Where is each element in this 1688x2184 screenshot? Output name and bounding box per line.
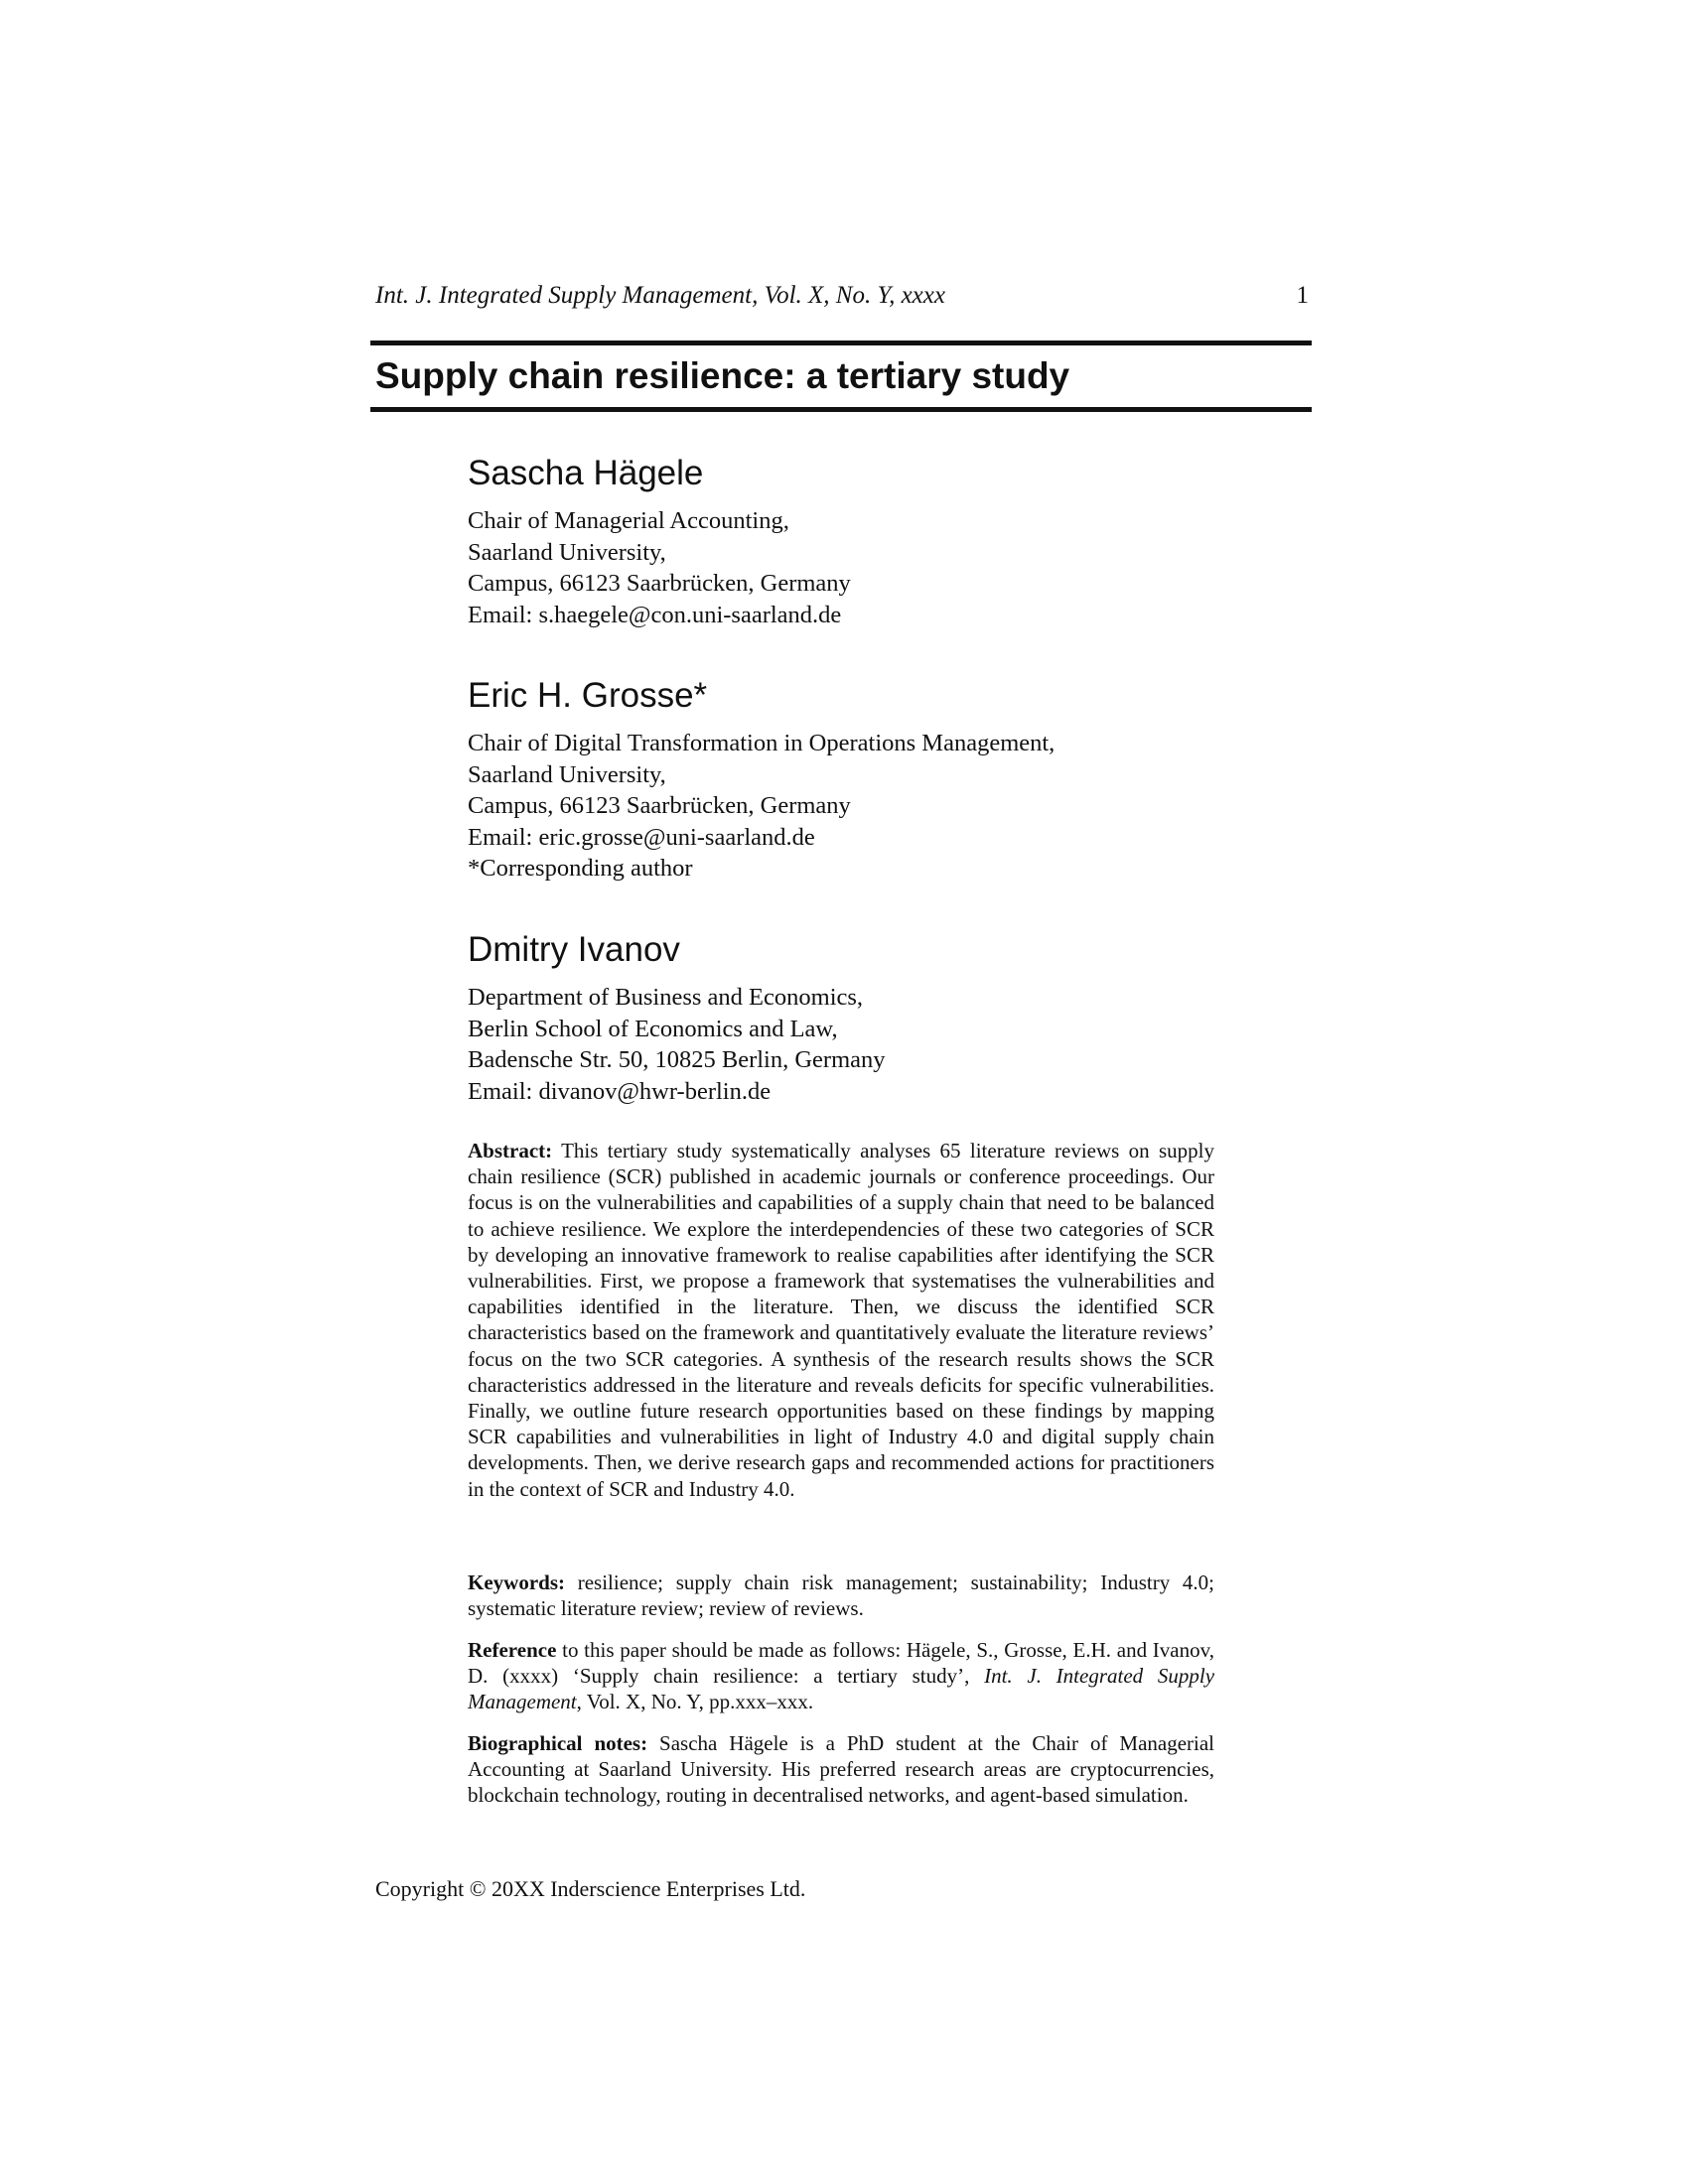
reference xyxy=(468,1637,1214,1715)
author-name: Eric H. Grosse* xyxy=(468,676,708,715)
affiliation-line: Campus, 66123 Saarbrücken, Germany xyxy=(468,570,851,597)
running-head xyxy=(375,279,1309,313)
bio-label: Biographical notes: xyxy=(468,1731,648,1755)
abstract-text: This tertiary study systematically analyses 65 literature reviews on supply chain resilience (SCR) published in academic journals or conference proceedings. Our focus is on the vulnerabilities and capabilities of a supply chain that need to be balanced to achieve resilience. We explore the interdependencies of these two categories of SCR by developing an innovative framework to realise capabilities after identifying the SCR vulnerabilities. First, we propose a framework that systematises the vulnerabilities and capabilities identified in the literature. Then, we discuss the identified SCR characteristics based on the framework and quantitatively evaluate the literature reviews’ focus on the two SCR categories. A synthesis of the research results shows the SCR characteristics addressed in the literature and reveals deficits for specific vulnerabilities. Finally, we outline future research opportunities based on these findings by mapping SCR capabilities and vulnerabilities in light of Industry 4.0 and digital supply chain developments. Then, we derive research gaps and recommended actions for practitioners in the context of SCR and Industry 4.0. xyxy=(468,1139,1214,1501)
bio-text: Sascha Hägele is a PhD student at the Chair of Managerial Accounting at Saarland University. His preferred research areas are cryptocurrencies, blockchain technology, routing in decentralised networks, and agent-based simulation. xyxy=(468,1731,1215,1808)
biographical-notes xyxy=(468,1730,1214,1809)
keywords xyxy=(468,1570,1214,1621)
author-email: Email: s.haegele@con.uni-saarland.de xyxy=(468,601,842,628)
keywords-label: Keywords: xyxy=(468,1570,565,1594)
affiliation-line: Saarland University, xyxy=(468,538,666,566)
page-number: 1 xyxy=(1296,282,1309,309)
corresponding-author-note: *Corresponding author xyxy=(468,855,693,882)
author-email: Email: divanov@hwr-berlin.de xyxy=(468,1077,772,1105)
affiliation-line: Chair of Managerial Accounting, xyxy=(468,507,789,534)
abstract xyxy=(468,1138,1214,1502)
affiliation-line: Chair of Digital Transformation in Operations Management, xyxy=(468,730,1055,756)
author-block-grosse xyxy=(468,674,1222,885)
affiliation-line: Berlin School of Economics and Law, xyxy=(468,1015,838,1042)
affiliation-line: Department of Business and Economics, xyxy=(468,984,864,1011)
author-email: Email: eric.grosse@uni-saarland.de xyxy=(468,823,815,851)
journal-name: Int. J. Integrated Supply Management, Vol. X, No. Y, xxxx xyxy=(375,282,945,309)
abstract-label: Abstract: xyxy=(468,1139,553,1162)
author-block-hagele xyxy=(468,452,1222,630)
paper-title: Supply chain resilience: a tertiary study xyxy=(375,355,1070,396)
affiliation-line: Campus, 66123 Saarbrücken, Germany xyxy=(468,792,851,819)
reference-journal: Int. J. Integrated Supply Management xyxy=(468,1664,1215,1714)
copyright-notice: Copyright © 20XX Inderscience Enterprises Ltd. xyxy=(375,1876,806,1901)
reference-label: Reference xyxy=(468,1638,557,1662)
title-rule-bottom xyxy=(370,407,1312,412)
affiliation-line: Badensche Str. 50, 10825 Berlin, Germany xyxy=(468,1046,886,1073)
affiliation-line: Saarland University, xyxy=(468,760,666,788)
title-rule-top xyxy=(370,341,1312,345)
author-name: Dmitry Ivanov xyxy=(468,930,680,969)
author-name: Sascha Hägele xyxy=(468,454,704,492)
reference-text: to this paper should be made as follows: Hägele, S., Grosse, E.H. and Ivanov, D. (xxxx) ‘Supply chain resilience: a tertiary study’, xyxy=(468,1638,1215,1689)
author-block-ivanov xyxy=(468,928,1222,1107)
reference-volume: , Vol. X, No. Y, pp.xxx–xxx. xyxy=(576,1690,814,1714)
keywords-text: resilience; supply chain risk management; sustainability; Industry 4.0; systematic literature review; review of reviews. xyxy=(468,1570,1215,1621)
